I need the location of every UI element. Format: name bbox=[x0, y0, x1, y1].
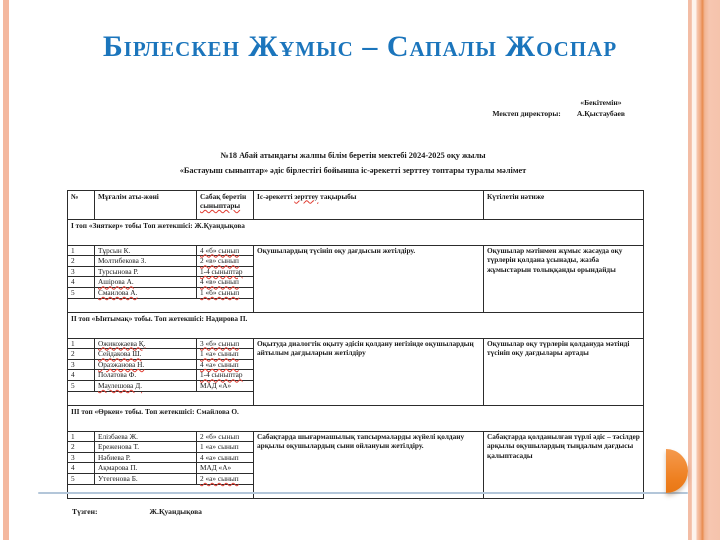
expected-result: Оқушылар мәтінмен жұмыс жасауда оқу түрлерін қолдана ұсынады, жазба жұмыстарын толыққанды орындайды bbox=[484, 245, 644, 312]
research-topic: Оқушылардың түсініп оқу дағдысын жетілдіру. bbox=[254, 245, 484, 312]
member-number: 1 bbox=[68, 245, 95, 256]
member-class bbox=[197, 452, 254, 463]
member-class-text: 4 «а» сынып bbox=[200, 359, 239, 369]
member-number: 2 bbox=[68, 442, 95, 453]
member-name bbox=[95, 474, 197, 485]
member-row bbox=[68, 431, 644, 442]
member-class bbox=[197, 381, 254, 392]
member-class bbox=[197, 245, 254, 256]
member-name bbox=[95, 370, 197, 381]
approval-stamp-block bbox=[577, 98, 625, 119]
member-number: 5 bbox=[68, 474, 95, 485]
member-name-text: Полатова Ф. bbox=[98, 370, 137, 380]
member-class-text: 2 «а» сынып bbox=[200, 474, 239, 483]
member-name-text: Ожикожаева Қ. bbox=[98, 338, 146, 348]
member-class bbox=[197, 442, 254, 453]
member-name-text: Елізбаева Ж. bbox=[98, 431, 138, 441]
compiled-by-label: Түзген: bbox=[72, 506, 98, 516]
research-topic: Оқытуда диалогтік оқыту әдісін қолдану негізінде оқушылардың айтылым дағдыларын жетілдіру bbox=[254, 338, 484, 405]
member-class-text: МАД «А» bbox=[200, 381, 232, 391]
member-name bbox=[95, 349, 197, 360]
document-footer bbox=[72, 507, 648, 516]
table-body bbox=[68, 219, 644, 498]
orange-halfcircle-icon bbox=[666, 449, 688, 493]
member-class-text: 4 «а» сынып bbox=[200, 452, 239, 462]
approval-block bbox=[58, 98, 648, 119]
expected-result: Оқушылар оқу түрлерін қолдануда мәтінді түсініп оқу дағдылары артады bbox=[484, 338, 644, 405]
research-topic: Сабақтарда шығармашылық тапсырмаларды жүйелі қолдану арқылы оқушылардың сыни ойлануын жетілдіру. bbox=[254, 431, 484, 498]
member-name bbox=[95, 256, 197, 267]
member-number: 3 bbox=[68, 452, 95, 463]
member-name bbox=[95, 452, 197, 463]
member-number: 5 bbox=[68, 381, 95, 392]
group-title: ІІ топ «Ынтымақ» тобы. Топ жетекшісі: Надирова П. bbox=[68, 312, 644, 338]
member-class bbox=[197, 266, 254, 277]
member-class bbox=[197, 359, 254, 370]
group-title-row bbox=[68, 312, 644, 338]
member-name-text: Нәбиева Р. bbox=[98, 452, 131, 462]
group-title: І топ «Зияткер» тобы Топ жетекшісі: Ж.Қуандықова bbox=[68, 219, 644, 245]
group-title-row bbox=[68, 405, 644, 431]
approval-stamp: «Бекітемін» bbox=[580, 98, 622, 107]
member-number: 4 bbox=[68, 370, 95, 381]
misspelled-word: зерттеу bbox=[294, 191, 319, 201]
member-name-text: Ашірова А. bbox=[98, 277, 134, 287]
member-name-text: Сейдакова Ш. bbox=[98, 349, 142, 359]
member-number: 2 bbox=[68, 349, 95, 360]
member-class-text: 1 «а» сынып bbox=[200, 442, 239, 452]
member-class bbox=[197, 288, 254, 299]
column-header: № bbox=[68, 190, 95, 219]
member-class bbox=[197, 256, 254, 267]
member-class-text: 2 «в» сынып bbox=[200, 256, 239, 266]
member-class-text: 1 «б» сынып bbox=[200, 288, 240, 298]
misspelled-word: сыныптары bbox=[200, 201, 241, 211]
member-class-text: 1 «а» сынып bbox=[200, 349, 239, 359]
director-name: А.Қыстаубаев bbox=[576, 109, 625, 119]
member-name bbox=[95, 431, 197, 442]
member-class bbox=[197, 349, 254, 360]
expected-result: Сабақтарда қолданылған түрлі әдіс – тәсілдер арқылы оқушылардың тыңдалым дағдысы қалыптасады bbox=[484, 431, 644, 498]
member-name bbox=[95, 245, 197, 256]
member-class bbox=[197, 431, 254, 442]
embedded-document bbox=[58, 98, 648, 516]
left-border-strip bbox=[3, 0, 9, 540]
member-row bbox=[68, 338, 644, 349]
member-number: 2 bbox=[68, 256, 95, 267]
member-name-text: Оразжанова Н. bbox=[98, 359, 145, 369]
slide-title: Бірлескен Жұмыс – Сапалы Жоспар bbox=[102, 30, 618, 63]
member-class-text: 4 «б» сынып bbox=[200, 245, 240, 255]
member-name bbox=[95, 381, 197, 392]
member-class bbox=[197, 463, 254, 474]
member-class-text: 4 «в» сынып bbox=[200, 277, 239, 287]
member-name-text: Турсынова Р. bbox=[98, 266, 139, 276]
member-class bbox=[197, 370, 254, 381]
member-class-text: 1-4 сыныптар bbox=[200, 370, 243, 380]
document-title: №18 Абай атындағы жалпы білім беретін мектебі 2024-2025 оқу жылы bbox=[220, 150, 486, 160]
member-name bbox=[95, 266, 197, 277]
member-number: 3 bbox=[68, 266, 95, 277]
column-header: Мұғалім аты-жөні bbox=[95, 190, 197, 219]
member-number: 1 bbox=[68, 338, 95, 349]
member-class bbox=[197, 338, 254, 349]
member-number: 5 bbox=[68, 288, 95, 299]
compiled-by-name: Ж.Қуандықова bbox=[149, 506, 202, 516]
member-number: 3 bbox=[68, 359, 95, 370]
member-name bbox=[95, 277, 197, 288]
member-class bbox=[197, 277, 254, 288]
member-name-text: Ақмарова П. bbox=[98, 463, 138, 473]
member-name bbox=[95, 463, 197, 474]
member-class-text: 1-4 сыныптар bbox=[200, 266, 243, 276]
document-subtitle: «Бастауыш сыныптар» әдіс бірлестігі бойынша іс-әрекетті зерттеу топтары туралы мәлімет bbox=[179, 166, 527, 176]
header-row bbox=[68, 190, 644, 219]
member-number: 4 bbox=[68, 463, 95, 474]
member-number: 1 bbox=[68, 431, 95, 442]
column-header: Күтілетін нәтиже bbox=[484, 190, 644, 219]
member-name bbox=[95, 359, 197, 370]
member-name-text: Утегенова Б. bbox=[98, 474, 138, 483]
column-header: Сабақ беретін сыныптары bbox=[197, 190, 254, 219]
member-class-text: 3 «б» сынып bbox=[200, 338, 240, 348]
member-name bbox=[95, 288, 197, 299]
director-label: Мектеп директоры: bbox=[492, 109, 561, 119]
member-class bbox=[197, 474, 254, 485]
member-name bbox=[95, 338, 197, 349]
group-title-row bbox=[68, 219, 644, 245]
member-name-text: Маулешова Д. bbox=[98, 381, 143, 391]
member-name bbox=[95, 442, 197, 453]
group-title: ІІІ топ «Өркен» тобы. Топ жетекшісі: Смайлова О. bbox=[68, 405, 644, 431]
right-border-strip bbox=[688, 0, 720, 540]
member-name-text: Молтибекова З. bbox=[98, 256, 147, 266]
spacer-cell bbox=[68, 391, 254, 405]
column-header: Іс-әрекетті зерттеу тақырыбы bbox=[254, 190, 484, 219]
spacer-cell bbox=[68, 298, 254, 312]
member-row bbox=[68, 245, 644, 256]
member-class-text: МАД «А» bbox=[200, 463, 232, 473]
divider-line bbox=[38, 492, 688, 494]
member-name-text: Ереженова Т. bbox=[98, 442, 140, 452]
member-number: 4 bbox=[68, 277, 95, 288]
research-groups-table bbox=[67, 190, 644, 499]
table-header bbox=[68, 190, 644, 219]
member-name-text: Смаилова А. bbox=[98, 288, 138, 298]
member-name-text: Тұрсын К. bbox=[98, 245, 131, 255]
member-class-text: 2 «б» сынып bbox=[200, 431, 240, 441]
